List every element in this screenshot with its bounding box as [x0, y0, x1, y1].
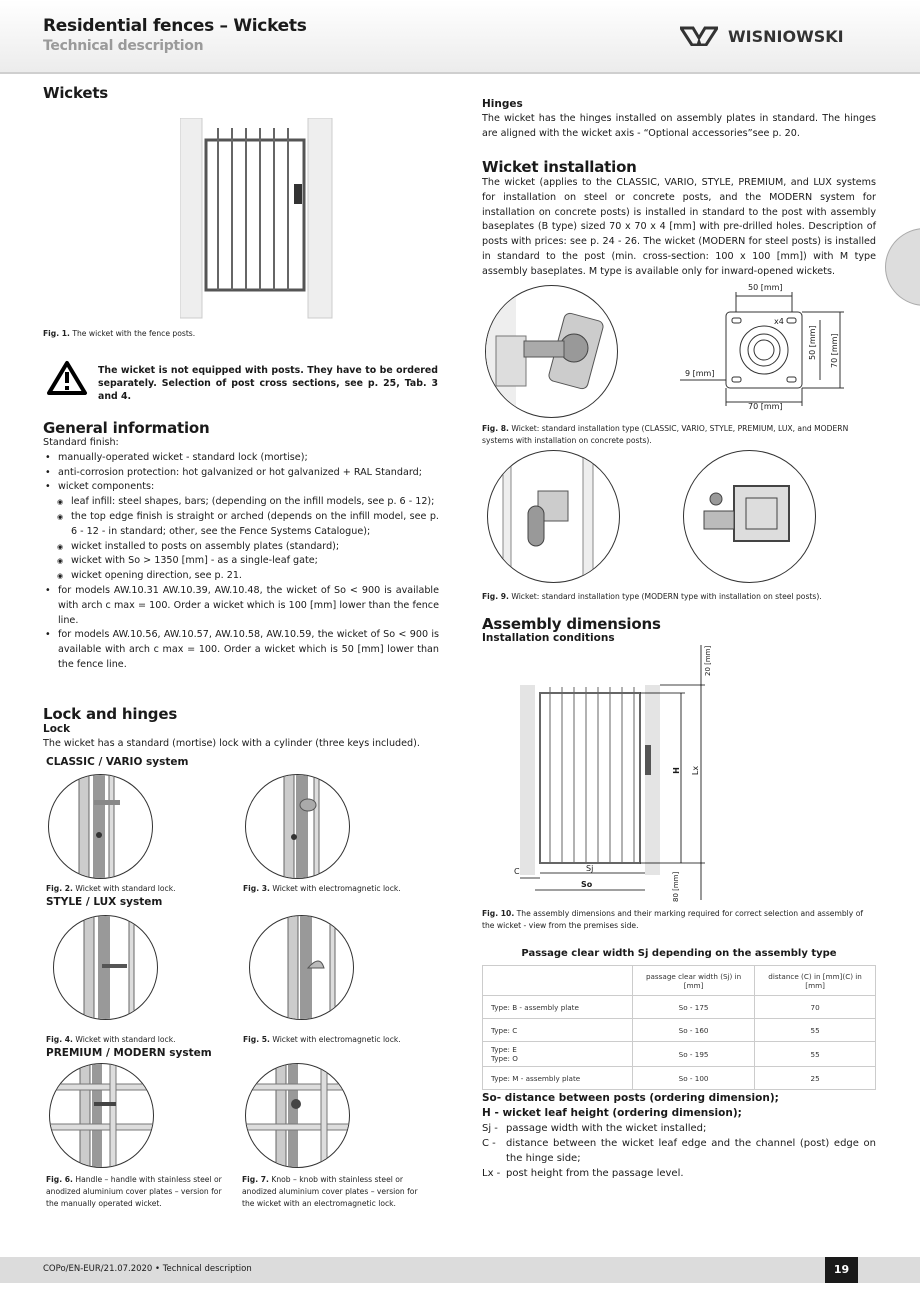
legend-key: So-: [482, 1092, 502, 1104]
table-row: [483, 1067, 876, 1090]
list-item: • wicket components:: [43, 480, 439, 495]
legend-key: Lx -: [482, 1168, 501, 1179]
table-row: [483, 1042, 876, 1067]
list-item: ◉ wicket opening direction, see p. 21.: [43, 569, 439, 584]
page-number: 19: [825, 1257, 858, 1283]
list-item: • for models AW.10.31 AW.10.39, AW.10.48, the wicket of So < 900 is available with arch c max = 100. Order a wicket which is 100 [mm] lower than the fence line.: [43, 584, 439, 628]
legend-key: C -: [482, 1138, 496, 1149]
lock-hinges-heading: Lock and hinges: [43, 705, 178, 723]
warning-text: The wicket is not equipped with posts. They have to be ordered separately. Selection of post cross sections, see p. 25, Tab. 3 and 4.: [98, 365, 438, 402]
dim-sj: Sj: [586, 864, 594, 873]
fig4-image: [53, 915, 158, 1020]
fig6-caption: Handle – handle with stainless steel or anodized aluminium cover plates – version for the manually operated wicket.: [46, 1175, 222, 1208]
list-item: ◉ leaf infill: steel shapes, bars; (depending on the infill models, see p. 6 - 12);: [43, 495, 439, 510]
warning-icon: [46, 360, 88, 396]
assembly-dimensions-heading: Assembly dimensions: [482, 615, 661, 633]
table-header: passage clear width (Sj) in [mm]: [633, 966, 755, 996]
fig9-top-view-image: [683, 450, 816, 583]
fig7-label: Fig. 7.: [242, 1175, 269, 1184]
table-cell: 55: [755, 1019, 876, 1042]
dim-c: C: [514, 867, 520, 876]
fig5-image: [249, 915, 354, 1020]
dim-holes: x4: [774, 317, 784, 326]
legend-text: passage width with the wicket installed;: [506, 1123, 707, 1134]
fig10-label: Fig. 10.: [482, 909, 515, 918]
hinges-heading: Hinges: [482, 98, 523, 110]
passage-width-table: [482, 965, 876, 1090]
list-item: • anti-corrosion protection: hot galvanized or hot galvanized + RAL Standard;: [43, 466, 439, 481]
dim-bottom: 70 [mm]: [748, 402, 783, 411]
lock-subheading: Lock: [43, 723, 71, 735]
table-cell: So - 195: [633, 1042, 755, 1067]
fig2-image: [48, 774, 153, 879]
fig3-image: [245, 774, 350, 879]
table-row: [483, 1019, 876, 1042]
general-info-list: [43, 436, 439, 673]
list-item: ◉ the top edge finish is straight or arched (depends on the infill model, see p. 6 - 12 - in standard; other, see the Fence Systems Catalogue);: [43, 510, 439, 540]
brand-name: WISNIOWSKI: [728, 26, 844, 46]
installation-conditions-heading: Installation conditions: [482, 632, 615, 644]
dim-side1: 50 [mm]: [808, 325, 817, 360]
standard-finish-label: Standard finish:: [43, 437, 119, 448]
list-item: • for models AW.10.56, AW.10.57, AW.10.58, AW.10.59, the wicket of So < 900 is available with arch c max = 100. Order a wicket which is 50 [mm] lower than the fence line.: [43, 628, 439, 672]
table-cell: 70: [755, 996, 876, 1019]
hinges-text: The wicket has the hinges installed on assembly plates in standard. The hinges are aligned with the wicket axis - “Optional accessories”see p. 20.: [482, 113, 876, 139]
table-header-row: [483, 966, 876, 996]
fig10-caption: The assembly dimensions and their marking required for correct selection and assembly of the wicket - view from the premises side.: [482, 909, 864, 930]
fig1-label: Fig. 1.: [43, 329, 70, 338]
table-header: [483, 966, 633, 996]
side-tab-marker: [885, 228, 920, 306]
dim-h: H: [671, 767, 681, 774]
wicket-with-posts-image: [180, 118, 335, 323]
table-cell: 55: [755, 1042, 876, 1067]
wicket-installation-heading: Wicket installation: [482, 158, 637, 176]
fig9-label: Fig. 9.: [482, 592, 509, 601]
fig9-hinge-image: [487, 450, 620, 583]
page-title: Residential fences – Wickets: [43, 16, 307, 36]
legend-text: distance between the wicket leaf edge and the channel (post) edge on the hinge side;: [506, 1138, 876, 1164]
table-cell: Type: M - assembly plate: [483, 1067, 633, 1090]
table-cell: So - 160: [633, 1019, 755, 1042]
table-cell: Type: C: [483, 1019, 633, 1042]
dimension-legend: [482, 1091, 876, 1181]
fig3-label: Fig. 3.: [243, 884, 270, 893]
table-cell: Type: B - assembly plate: [483, 996, 633, 1019]
table-row: [483, 996, 876, 1019]
assembly-dimensions-drawing: [505, 645, 720, 905]
footer-text: COPo/EN-EUR/21.07.2020 • Technical description: [43, 1264, 252, 1274]
fig9-caption: Wicket: standard installation type (MODERN type with installation on steel posts).: [511, 592, 822, 601]
system-premium-modern: PREMIUM / MODERN system: [46, 1047, 212, 1059]
dim-top: 50 [mm]: [748, 283, 783, 292]
fig6-image: [49, 1063, 154, 1168]
dim-side2: 70 [mm]: [830, 333, 839, 368]
dim-20mm: 20 [mm]: [704, 645, 712, 676]
table-cell: 25: [755, 1067, 876, 1090]
dim-left: 9 [mm]: [685, 369, 715, 378]
dim-lx: Lx: [691, 765, 701, 776]
fig8-hinge-image: [485, 285, 618, 418]
system-classic-vario: CLASSIC / VARIO system: [46, 756, 189, 768]
dim-so: So: [581, 880, 593, 889]
wickets-heading: Wickets: [43, 84, 109, 102]
wicket-installation-text: The wicket (applies to the CLASSIC, VARIO, STYLE, PREMIUM, and LUX systems for installation on steel or concrete posts, and the MODERN system for installation on concrete posts) is installed in standard to the post with assembly baseplates (B type) sized 70 x 70 x 4 [mm] with pre-drilled holes. Description of posts with prices: see p. 24 - 26. The wicket (MODERN for steel posts) is installed in standard to the post (min. cross-section: 100 x 100 [mm]) with M type assembly baseplates. M type is available only for inward-opened wickets.: [482, 177, 876, 277]
fig2-caption: Wicket with standard lock.: [75, 884, 176, 893]
table-title: Passage clear width Sj depending on the assembly type: [521, 948, 837, 959]
fig5-label: Fig. 5.: [243, 1035, 270, 1044]
fig6-label: Fig. 6.: [46, 1175, 73, 1184]
list-item: • manually-operated wicket - standard lock (mortise);: [43, 451, 439, 466]
system-style-lux: STYLE / LUX system: [46, 896, 163, 908]
page-subtitle: Technical description: [43, 38, 204, 54]
table-header: distance (C) in [mm](C) in [mm]: [755, 966, 876, 996]
legend-text: distance between posts (ordering dimension);: [504, 1092, 779, 1104]
fig8-label: Fig. 8.: [482, 424, 509, 433]
fig7-image: [245, 1063, 350, 1168]
fig3-caption: Wicket with electromagnetic lock.: [272, 884, 401, 893]
legend-text: post height from the passage level.: [506, 1168, 684, 1179]
fig1-caption: The wicket with the fence posts.: [72, 329, 196, 338]
legend-key: Sj -: [482, 1123, 498, 1134]
brand-logo: [680, 26, 844, 46]
table-cell: Type: E Type: O: [483, 1042, 633, 1067]
fig7-caption: Knob – knob with stainless steel or anodized aluminium cover plates – version for the wicket with an electromagnetic lock.: [242, 1175, 418, 1208]
legend-text: wicket leaf height (ordering dimension);: [502, 1107, 742, 1119]
dim-80mm: 80 [mm]: [672, 871, 680, 902]
fig8-caption: Wicket: standard installation type (CLASSIC, VARIO, STYLE, PREMIUM, LUX, and MODERN systems with installation on concrete posts).: [482, 424, 849, 445]
fig4-label: Fig. 4.: [46, 1035, 73, 1044]
list-item: ◉ wicket installed to posts on assembly plates (standard);: [43, 540, 439, 555]
list-item: ◉ wicket with So > 1350 [mm] - as a single-leaf gate;: [43, 554, 439, 569]
table-cell: So - 175: [633, 996, 755, 1019]
fig5-caption: Wicket with electromagnetic lock.: [272, 1035, 401, 1044]
general-info-heading: General information: [43, 419, 210, 437]
legend-key: H -: [482, 1107, 499, 1119]
fig4-caption: Wicket with standard lock.: [75, 1035, 176, 1044]
lock-text: The wicket has a standard (mortise) lock with a cylinder (three keys included).: [43, 738, 420, 749]
table-cell: So - 100: [633, 1067, 755, 1090]
wisniowski-logo-icon: [680, 26, 718, 46]
fig2-label: Fig. 2.: [46, 884, 73, 893]
